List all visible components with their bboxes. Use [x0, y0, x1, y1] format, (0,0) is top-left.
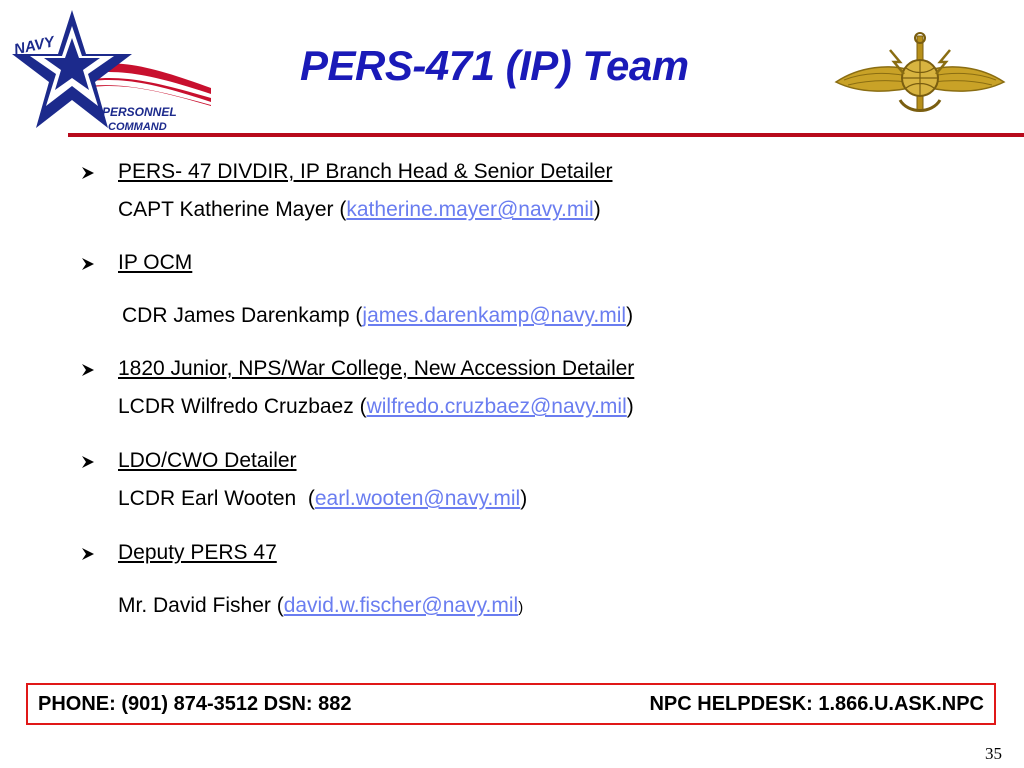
- page-number: 35: [985, 744, 1002, 763]
- contact-line: [118, 198, 601, 222]
- logo-navy-text: NAVY: [12, 33, 56, 59]
- person-name: LCDR Wilfredo Cruzbaez (: [118, 395, 367, 418]
- role-heading: 1820 Junior, NPS/War College, New Accession Detailer: [118, 357, 635, 380]
- person-name: LCDR Earl Wooten (: [118, 487, 315, 510]
- arrow-bullet-icon: [80, 256, 96, 272]
- arrow-bullet-icon: [80, 546, 96, 562]
- email-link[interactable]: wilfredo.cruzbaez@navy.mil: [366, 395, 627, 418]
- close-paren: ): [593, 198, 601, 221]
- arrow-bullet-icon: [80, 165, 96, 181]
- contact-line: [122, 304, 633, 328]
- title-divider: [68, 133, 1024, 137]
- email-link[interactable]: david.w.fischer@navy.mil: [283, 594, 519, 617]
- contact-line: [118, 487, 527, 511]
- role-heading: LDO/CWO Detailer: [118, 449, 297, 472]
- role-heading: Deputy PERS 47: [118, 541, 277, 564]
- email-link[interactable]: katherine.mayer@navy.mil: [346, 198, 594, 221]
- contact-line: [118, 395, 634, 419]
- arrow-bullet-icon: [80, 454, 96, 470]
- role-heading: IP OCM: [118, 251, 193, 274]
- close-paren: ): [518, 599, 524, 616]
- logo-command-text: COMMAND: [108, 121, 167, 132]
- arrow-bullet-icon: [80, 362, 96, 378]
- logo-personnel-text: PERSONNEL: [102, 105, 177, 119]
- slide-title: PERS-471 (IP) Team: [300, 42, 689, 89]
- helpdesk-text: NPC HELPDESK: 1.866.U.ASK.NPC: [649, 692, 984, 715]
- contact-line: [118, 594, 523, 618]
- role-heading: PERS- 47 DIVDIR, IP Branch Head & Senior Detailer: [118, 160, 613, 183]
- ip-insignia-logo: [830, 30, 1010, 120]
- person-name: CAPT Katherine Mayer (: [118, 198, 347, 221]
- person-name: CDR James Darenkamp (: [122, 304, 363, 327]
- phone-text: PHONE: (901) 874-3512 DSN: 882: [38, 692, 352, 715]
- close-paren: ): [626, 304, 634, 327]
- person-name: Mr. David Fisher (: [118, 594, 284, 617]
- navy-personnel-command-star-icon: [6, 6, 218, 132]
- close-paren: ): [520, 487, 528, 510]
- close-paren: ): [626, 395, 634, 418]
- email-link[interactable]: earl.wooten@navy.mil: [314, 487, 521, 510]
- contact-footer: [26, 683, 996, 725]
- insignia-icon: [830, 30, 1010, 120]
- navy-personnel-command-logo: [6, 6, 218, 132]
- email-link[interactable]: james.darenkamp@navy.mil: [362, 304, 627, 327]
